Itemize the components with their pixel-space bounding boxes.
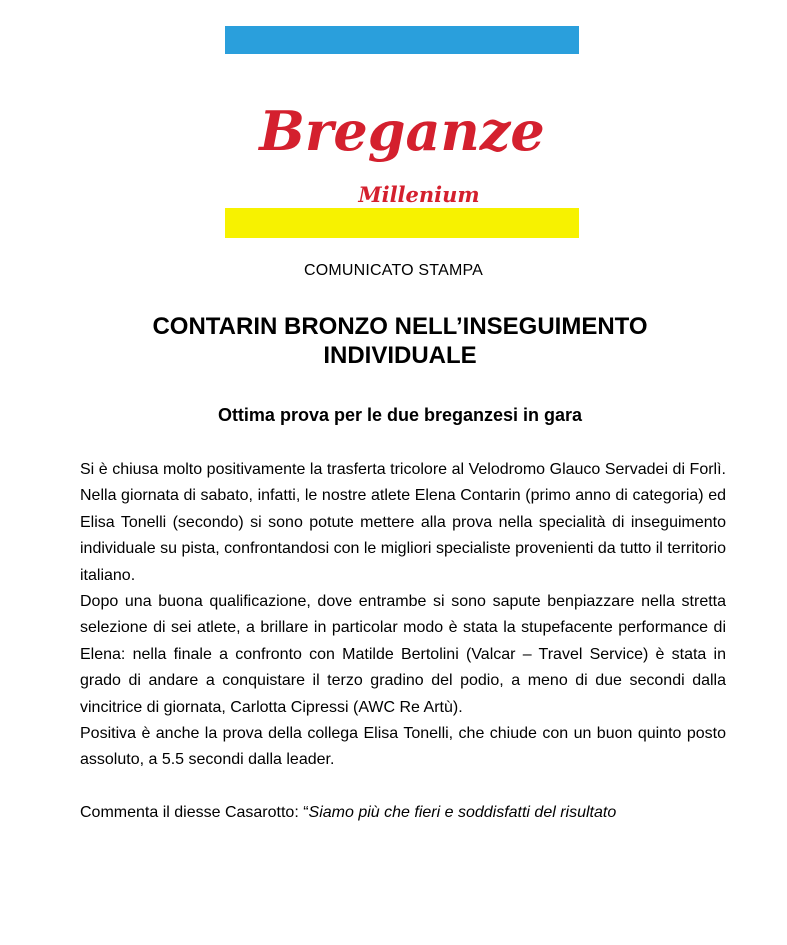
comment-quote: Siamo più che fieri e soddisfatti del risultato [308, 803, 617, 821]
comment-intro: Commenta il diesse Casarotto: “ [80, 803, 309, 821]
logo [225, 26, 579, 238]
press-release-label: COMUNICATO STAMPA [303, 262, 484, 279]
paragraph-2: Dopo una buona qualificazione, dove entrambe si sono sapute benpiazzare nella stretta selezione di sei atlete, a brillare in particolar modo è stata la stupefacente performance di Elena: nella finale a confronto con Matilde Bertolini (Valcar – Travel Service) è stata in grado di andare a conquistare il terzo gradino del podio, a meno di due secondi dalla vincitrice di giornata, Carlotta Cipressi (AWC Re Artù). [80, 593, 726, 716]
logo-name: Breganze [259, 99, 545, 163]
paragraph-3: Positiva è anche la prova della collega Elisa Tonelli, che chiude con un buon quinto posto assoluto, a 5.5 secondi dalla leader. [80, 725, 726, 769]
article-body [80, 457, 726, 826]
paragraph-1: Si è chiusa molto positivamente la trasferta tricolore al Velodromo Glauco Servadei di Forlì. Nella giornata di sabato, infatti, le nostre atlete Elena Contarin (primo anno di categoria) ed Elisa Tonelli (secondo) si sono potute mettere alla prova nella specialità di inseguimento individuale su pista, confrontandosi con le migliori specialiste provenienti da tutto il territorio italiano. [80, 461, 726, 584]
logo-tagline: Millenium [358, 182, 480, 207]
logo-top-bar [225, 26, 579, 54]
subheadline: Ottima prova per le due breganzesi in gara [217, 405, 583, 425]
logo-wordmark [225, 54, 579, 208]
comment-paragraph [80, 800, 726, 826]
headline: CONTARIN BRONZO NELL’INSEGUIMENTO INDIVIDUALE [152, 313, 648, 369]
logo-bottom-bar [225, 208, 579, 238]
